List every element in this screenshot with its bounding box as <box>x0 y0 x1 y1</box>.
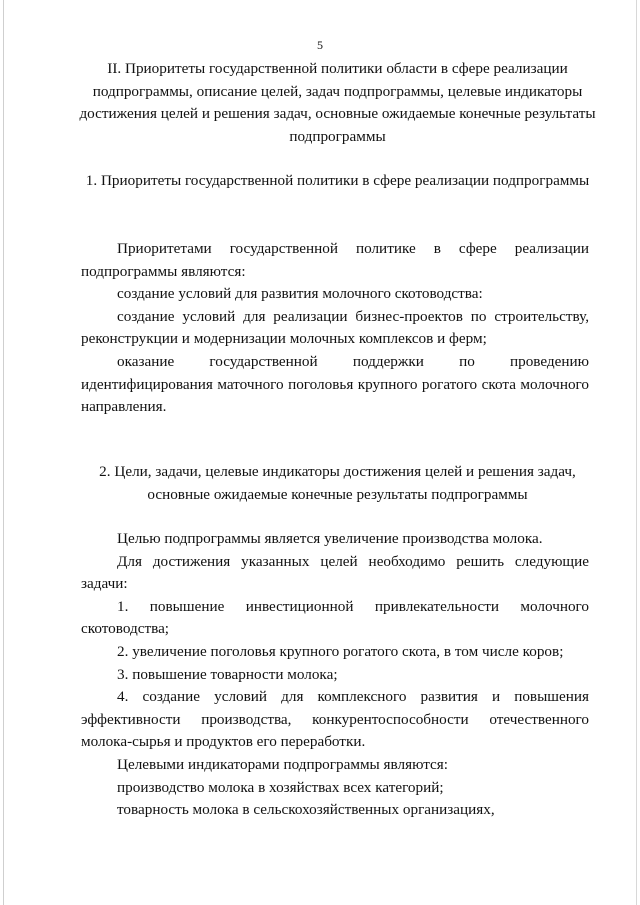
scan-edge-left <box>3 0 4 905</box>
scan-edge-right <box>636 0 637 905</box>
page-number: 5 <box>317 38 323 52</box>
indicator-item: товарность молока в сельскохозяйственных организациях, <box>117 801 495 819</box>
section-title: II. Приоритеты государственной политики области в сфере реализации подпрограммы, описание целей, задач подпрограммы, целевые индикаторы достижения целей и решения задач, основные ожидаемые конечные результаты подпрограммы <box>79 60 596 145</box>
paragraph: Для достижения указанных целей необходимо решить следующие задачи: <box>81 552 589 593</box>
subsection-2-title: 2. Цели, задачи, целевые индикаторы достижения целей и решения задач, основные ожидаемые конечные результаты подпрограммы <box>99 463 576 503</box>
task-item: 4. создание условий для комплексного развития и повышения эффективности производства, конкурентоспособности отечественного молока-сырья и продуктов его переработки. <box>81 688 589 751</box>
paragraph: Целью подпрограммы является увеличение производства молока. <box>117 530 543 547</box>
task-item: 3. повышение товарности молока; <box>117 665 338 683</box>
paragraph: создание условий для развития молочного скотоводства: <box>117 285 483 303</box>
paragraph: создание условий для реализации бизнес-проектов по строительству, реконструкции и модернизации молочных комплексов и ферм; <box>81 307 589 348</box>
task-item: 2. увеличение поголовья крупного рогатого скота, в том числе коров; <box>117 642 564 660</box>
paragraph: оказание государственной поддержки по проведению идентифицирования маточного поголовья крупного рогатого скота молочного направления. <box>81 352 589 416</box>
indicator-item: производство молока в хозяйствах всех категорий; <box>117 778 444 796</box>
paragraph: Целевыми индикаторами подпрограммы являются: <box>117 755 448 773</box>
subsection-1-body <box>81 238 589 419</box>
subsection-2-body <box>81 528 589 822</box>
paragraph: Приоритетами государственной политике в сфере реализации подпрограммы являются: <box>81 240 589 280</box>
subsection-1-title: 1. Приоритеты государственной политики в сфере реализации подпрограммы <box>85 172 590 189</box>
task-item: 1. повышение инвестиционной привлекательности молочного скотоводства; <box>81 597 589 638</box>
